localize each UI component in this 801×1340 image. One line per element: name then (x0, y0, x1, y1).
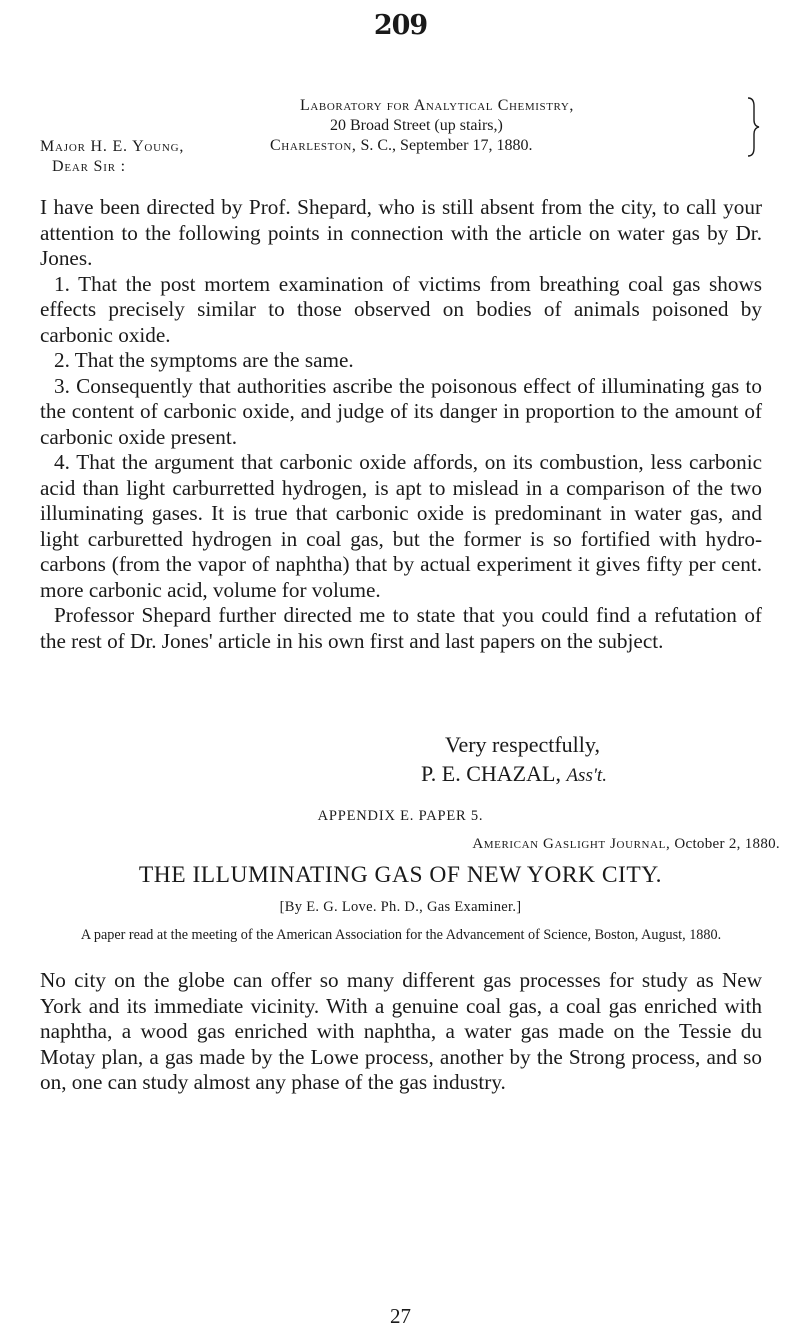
recipient-block (40, 138, 185, 177)
letterhead-date: S. C., September 17, 1880. (360, 137, 533, 154)
letter-paragraph: 1. That the post mortem examination of victims from breathing coal gas shows effects precisely similar to those observed on bodies of animals poisoned by carbonic oxide. (40, 271, 762, 347)
article-body (40, 968, 762, 1096)
letter-closing (0, 730, 801, 790)
letter-body (40, 195, 762, 654)
letter-paragraph: I have been directed by Prof. Shepard, who is still absent from the city, to call your attention to the following points in connection with the article on water gas by Dr. Jones. (40, 195, 762, 270)
article-note: A paper read at the meeting of the American Association for the Advancement of Science, Boston, August, 1880. (80, 927, 722, 943)
letterhead-place-date (270, 136, 740, 156)
letter-paragraph: Professor Shepard further directed me to state that you could find a refutation of the rest of Dr. Jones' article in his own first and last papers on the subject. (40, 603, 762, 653)
journal-date: October 2, 1880. (674, 836, 780, 852)
letter-paragraph: 2. That the symptoms are the same. (54, 348, 354, 372)
letterhead (270, 96, 740, 156)
signature-line (0, 759, 801, 790)
closing-phrase: Very respectfully, (445, 732, 600, 757)
page-number-top: 209 (373, 10, 428, 41)
signature-title: Ass't. (566, 765, 607, 786)
letterhead-city: Charleston, (270, 137, 357, 154)
letterhead-address: 20 Broad Street (up stairs,) (330, 117, 503, 134)
appendix-heading: APPENDIX E. PAPER 5. (317, 808, 484, 824)
article-paragraph: No city on the globe can offer so many different gas processes for study as New York and its immediate vicinity. With a genuine coal gas, a coal gas enriched with naphtha, a wood gas enriched with naphtha, a water gas made on the Tessie du Motay plan, a gas made by the Lowe process, another by the Strong process, and so on, one can study almost any phase of the gas industry. (40, 968, 762, 1094)
article-byline: [By E. G. Love. Ph. D., Gas Examiner.] (279, 899, 522, 915)
salutation-line: Dear Sir : (52, 158, 126, 175)
article-title: THE ILLUMINATING GAS OF NEW YORK CITY. (138, 862, 663, 888)
journal-name: American Gaslight Journal, (472, 836, 671, 852)
recipient-name: Major H. E. Young, (40, 138, 185, 155)
letter-paragraph: 4. That the argument that carbonic oxide affords, on its combustion, less carbonic acid than light carburretted hydrogen, is apt to mislead in a comparison of the two illuminating gases. It is true that carbonic oxide is predominant in water gas, and light carburetted hydrogen in coal gas, but the former is so fortified with hydro-carbons (from the vapor of naphtha) that by actual experiment it gives fifty per cent. more carbonic acid, volume for volume. (40, 450, 762, 602)
letter-paragraph: 3. Consequently that authorities ascribe the poisonous effect of illuminating gas to the content of carbonic oxide, and judge of its danger in proportion to the amount of carbonic oxide present. (40, 373, 762, 449)
letterhead-lab-name: Laboratory for Analytical Chemistry, (300, 97, 574, 114)
journal-source (100, 836, 780, 853)
brace-icon (746, 96, 760, 158)
page-number-bottom: 27 (390, 1304, 411, 1328)
signature-name: P. E. CHAZAL, (421, 761, 561, 786)
